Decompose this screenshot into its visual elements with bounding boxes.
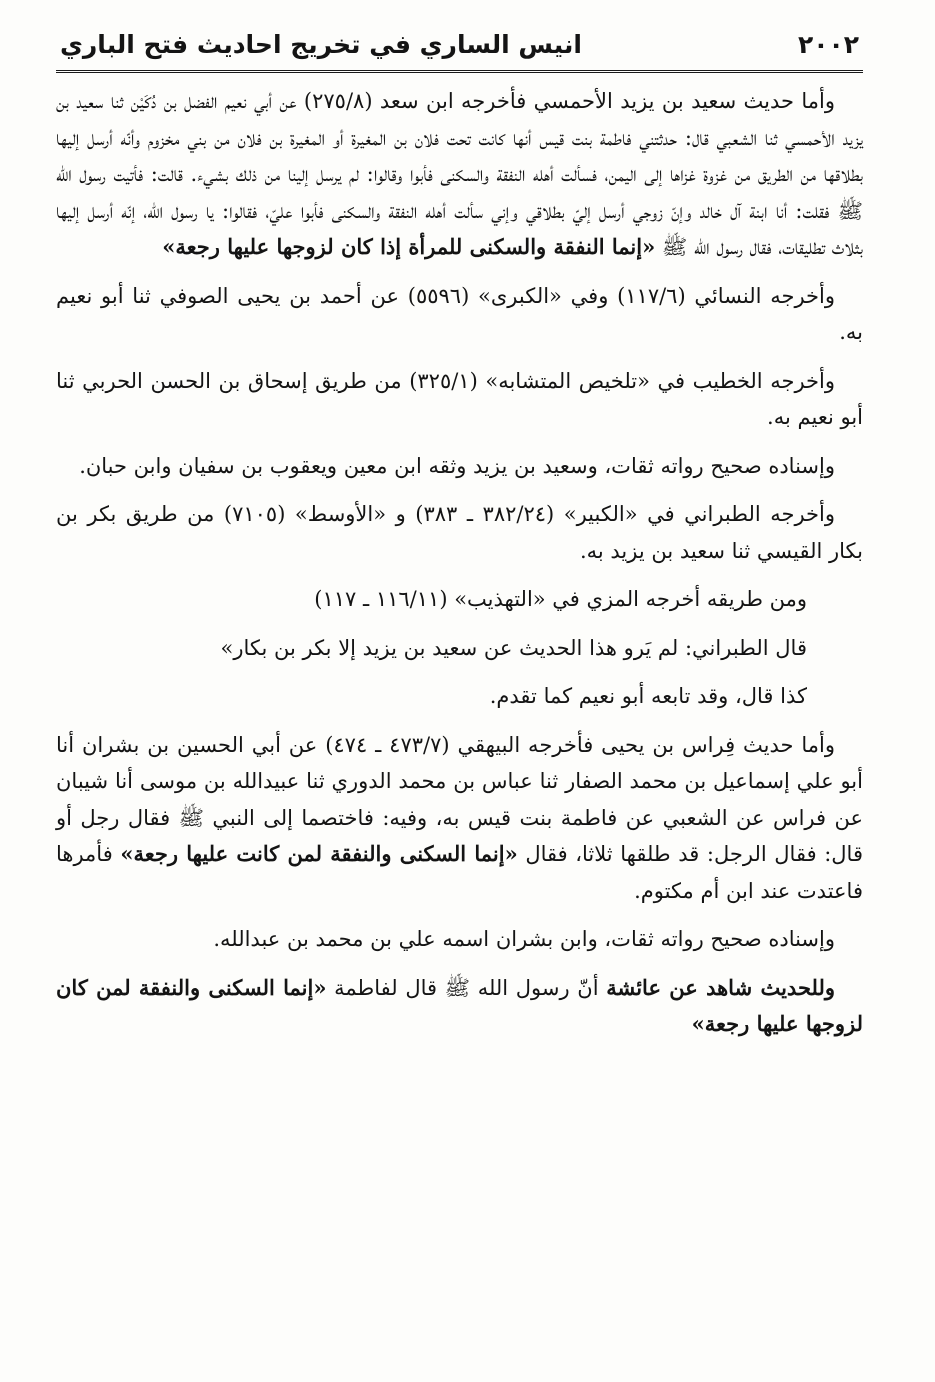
- paragraph: [56, 448, 863, 485]
- page-header: [56, 30, 863, 73]
- paragraph: [56, 496, 863, 569]
- paragraph: [56, 970, 863, 1043]
- page-body: [56, 83, 863, 1043]
- text-segment: كذا قال، وقد تابعه أبو نعيم كما تقدم.: [489, 684, 807, 708]
- text-segment: وأخرجه الطبراني في «الكبير» (٣٨٢/٢٤ ـ ٣٨٣) و «الأوسط» (٧١٠٥) من طريق بكر بن بكار القيسي ثنا سعيد بن يزيد به.: [56, 502, 863, 563]
- text-segment: وأما حديث سعيد بن يزيد الأحمسي فأخرجه ابن سعد (٢٧٥/٨) عن أبي نعيم الفضل بن دُكَيْن ثنا سعيد بن يزيد الأحمسي ثنا الشعبي قال: حدثتني فاطمة بنت قيس أنها كانت تحت فلان بن المغيرة أو المغيرة بن فلان من بني مخزوم وأنّه أرسل إليها بطلاقها من الطريق من غزوة غزاها إلى اليمن، فسألت أهله النفقة والسكنى فأبوا وقالوا: لم يرسل إلينا من ذلك بشيء. قالت: فأتيت رسول الله ﷺ فقلت: أنا ابنة آل خالد وإنّ زوجي أرسل إليّ بطلاقي وإني سألت أهله النفقة والسكنى فأبوا عليّ، فقالوا: يا رسول الله، إنّه أرسل إليها بثلاث تطليقات، فقال رسول الله ﷺ: [56, 89, 863, 259]
- paragraph: [56, 678, 863, 715]
- text-segment: وإسناده صحيح رواته ثقات، وابن بشران اسمه علي بن محمد بن عبدالله.: [213, 927, 835, 951]
- bold-text: «إنما النفقة والسكنى للمرأة إذا كان لزوجها عليها رجعة»: [162, 234, 656, 259]
- text-segment: قال الطبراني: لم يَرو هذا الحديث عن سعيد بن يزيد إلا بكر بن بكار»: [220, 635, 807, 660]
- paragraph: [56, 921, 863, 958]
- text-segment: ومن طريقه أخرجه المزي في «التهذيب» (١١٦/١١ ـ ١١٧): [314, 587, 807, 611]
- running-title: انيس الساري في تخريج احاديث فتح الباري: [60, 30, 582, 59]
- bold-text: وللحديث شاهد عن عائشة: [606, 974, 836, 1000]
- text-segment: وأما حديث فِراس بن يحيى فأخرجه البيهقي (٤٧٣/٧ ـ ٤٧٤) عن أبي الحسين بن بشران أنا أبو علي إسماعيل بن محمد الصفار ثنا عباس بن محمد الدوري ثنا عبيدالله بن موسى أنا شيبان عن فراس عن الشعبي عن فاطمة بنت قيس به، وفيه: فاختصما إلى النبي ﷺ فقال رجل أو قال: فقال الرجل: قد طلقها ثلاثا، فقال: [56, 732, 863, 866]
- text-segment: أنّ رسول الله ﷺ قال لفاطمة: [326, 975, 607, 1000]
- paragraph: [56, 363, 863, 436]
- paragraph: [56, 630, 863, 667]
- bold-text: «إنما السكنى والنفقة لمن كان لزوجها عليها رجعة»: [56, 974, 863, 1036]
- paragraph: [56, 727, 863, 910]
- text-segment: وأخرجه الخطيب في «تلخيص المتشابه» (٣٢٥/١) من طريق إسحاق بن الحسن الحربي ثنا أبو نعيم به.: [56, 368, 863, 429]
- paragraph: [56, 83, 863, 266]
- paragraph: [56, 581, 863, 618]
- text-segment: فأمرها فاعتدت عند ابن أم مكتوم.: [56, 842, 863, 903]
- page-number: ٢٠٠٢: [797, 30, 859, 59]
- paragraph: [56, 278, 863, 351]
- text-segment: وأخرجه النسائي (١١٧/٦) وفي «الكبرى» (٥٥٩٦) عن أحمد بن يحيى الصوفي ثنا أبو نعيم به.: [56, 283, 863, 344]
- text-segment: وإسناده صحيح رواته ثقات، وسعيد بن يزيد وثقه ابن معين ويعقوب بن سفيان وابن حبان.: [79, 453, 835, 478]
- bold-text: «إنما السكنى والنفقة لمن كانت عليها رجعة»: [120, 841, 518, 866]
